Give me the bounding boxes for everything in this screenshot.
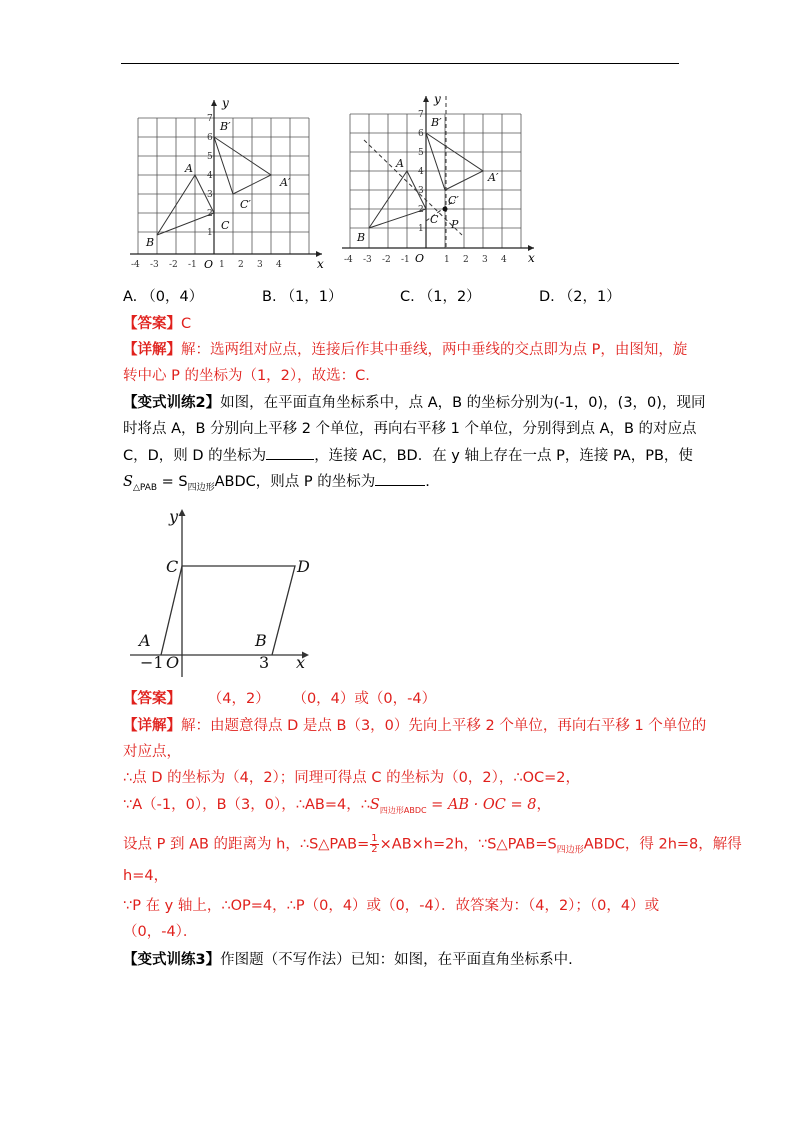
- svg-text:5: 5: [207, 152, 213, 162]
- svg-text:2: 2: [238, 260, 244, 270]
- figure-rotation-grid-2: [340, 92, 540, 278]
- svg-text:3: 3: [418, 186, 424, 196]
- fig2-label-a: A: [396, 157, 404, 170]
- fig1-y-tick: 7: [207, 114, 213, 124]
- option-d[interactable]: D. （2，1）: [539, 289, 621, 305]
- svg-text:4: 4: [276, 260, 282, 270]
- detail-2-line-3: ∴点 D 的坐标为（4，2）；同理可得点 C 的坐标为（0，2），∴OC=2，: [123, 770, 580, 786]
- fig2-label-c-prime: C′: [448, 194, 459, 207]
- svg-text:6: 6: [207, 133, 213, 143]
- exercise-2-line-1: 【变式训练2】如图，在平面直角坐标系中，点 A，B 的坐标分别为(-1，0)，(3，0)，现同: [123, 395, 706, 411]
- svg-text:1: 1: [418, 224, 424, 234]
- exercise-2-line-2: 时将点 A，B 分别向上平移 2 个单位，再向右平移 1 个单位，分别得到点 A，B 的对应点: [123, 421, 697, 437]
- answer-2: 【答案】 （4，2） （0，4）或（0，-4）: [123, 691, 437, 707]
- detail-2-line-6: h=4，: [123, 868, 169, 884]
- fig1-label-a-prime: A′: [280, 176, 291, 189]
- svg-text:4: 4: [207, 171, 213, 181]
- svg-text:x: x: [296, 653, 306, 672]
- option-a[interactable]: A. （0，4）: [123, 289, 204, 305]
- answer-blank-d[interactable]: [266, 445, 314, 460]
- fig2-label-a-prime: A′: [488, 171, 499, 184]
- svg-text:O: O: [415, 252, 425, 265]
- svg-text:6: 6: [418, 129, 424, 139]
- svg-text:y: y: [434, 92, 441, 106]
- fig1-label-c-prime: C′: [240, 198, 251, 211]
- fig3-label-c: C: [166, 557, 179, 576]
- svg-text:-1: -1: [401, 255, 410, 265]
- svg-text:1: 1: [444, 255, 450, 265]
- option-c[interactable]: C. （1，2）: [400, 289, 481, 305]
- detail-2-line-7: ∵P 在 y 轴上，∴OP=4，∴P（0，4）或（0，-4）．故答案为：（4，2）；（0，4）或: [123, 898, 660, 914]
- detail-1-line-1: 【详解】解：选两组对应点，连接后作其中垂线，两中垂线的交点即为点 P，由图知，旋: [123, 342, 688, 358]
- svg-text:3: 3: [257, 260, 263, 270]
- fig2-label-b-prime: B′: [431, 116, 442, 129]
- fig2-label-b: B: [357, 231, 366, 244]
- svg-text:3: 3: [207, 190, 213, 200]
- svg-text:-2: -2: [169, 260, 178, 270]
- svg-text:4: 4: [501, 255, 507, 265]
- svg-text:y: y: [222, 96, 229, 110]
- svg-text:-4: -4: [344, 255, 353, 265]
- detail-2-line-2: 对应点，: [123, 744, 181, 760]
- svg-text:4: 4: [418, 167, 424, 177]
- exercise-2-line-4: $S_{\triangle PAB}$ = $S_{四边形}ABDC$，则点 P 的坐标为 .: [123, 471, 430, 498]
- svg-text:-3: -3: [150, 260, 159, 270]
- svg-text:-3: -3: [363, 255, 372, 265]
- answer-blank-p[interactable]: [375, 471, 425, 486]
- svg-text:x: x: [528, 251, 535, 265]
- detail-1-line-2: 转中心 P 的坐标为（1，2），故选：C.: [123, 368, 370, 384]
- detail-2-line-5: 设点 P 到 AB 的距离为 h，∴S△PAB= $\frac{1}{2}$ ×AB×h=2h，$\because S\triangle PAB=S_{四边形}ABDC$，得 2h=8，解得: [123, 833, 742, 856]
- svg-text:-1: -1: [188, 260, 197, 270]
- svg-text:2: 2: [418, 205, 424, 215]
- detail-2-line-8: （0，-4）．: [123, 924, 198, 940]
- answer-1: 【答案】C: [123, 316, 192, 332]
- svg-text:1: 1: [219, 260, 225, 270]
- fig3-label-o: O: [166, 653, 180, 672]
- fig3-label-a: A: [139, 631, 151, 650]
- fig3-label-three: 3: [259, 653, 270, 672]
- fig3-label-minus1: −1: [140, 653, 164, 672]
- fig1-label-b: B: [146, 236, 155, 249]
- fig2-label-p: P: [451, 218, 459, 231]
- fig3-label-d: D: [297, 557, 310, 576]
- fig3-label-b: B: [255, 631, 267, 650]
- svg-text:x: x: [317, 257, 324, 271]
- fig2-label-c: C: [430, 213, 439, 226]
- header-rule: [121, 63, 679, 64]
- svg-text:y: y: [169, 507, 179, 526]
- fig1-label-a: A: [185, 162, 193, 175]
- fig1-label-b-prime: B′: [220, 120, 231, 133]
- option-b[interactable]: B. （1，1）: [262, 289, 343, 305]
- svg-text:5: 5: [418, 148, 424, 158]
- exercise-3: 【变式训练3】作图题（不写作法）已知：如图，在平面直角坐标系中.: [123, 952, 573, 968]
- svg-text:2: 2: [463, 255, 469, 265]
- figure-parallelogram: [130, 500, 320, 680]
- svg-text:-2: -2: [382, 255, 391, 265]
- fig1-origin-label: O: [204, 258, 214, 271]
- detail-2-line-4: ∵A（-1，0），B（3，0），∴AB=4，$\therefore S_{四边形ABDC}$ = AB · OC = 8，: [123, 797, 551, 815]
- detail-2-line-1: 【详解】解：由题意得点 D 是点 B（3，0）先向上平移 2 个单位，再向右平移 1 个单位的: [123, 718, 707, 734]
- figure-rotation-grid-1: [128, 96, 340, 278]
- svg-text:7: 7: [418, 110, 424, 120]
- fig1-label-c: C: [221, 219, 230, 232]
- svg-text:-4: -4: [131, 260, 140, 270]
- svg-text:3: 3: [482, 255, 488, 265]
- svg-text:1: 1: [207, 228, 213, 238]
- exercise-2-line-3: C，D，则 D 的坐标为 ，连接 AC，BD．在 y 轴上存在一点 P，连接 PA，PB，使: [123, 445, 693, 466]
- svg-text:2: 2: [207, 209, 213, 219]
